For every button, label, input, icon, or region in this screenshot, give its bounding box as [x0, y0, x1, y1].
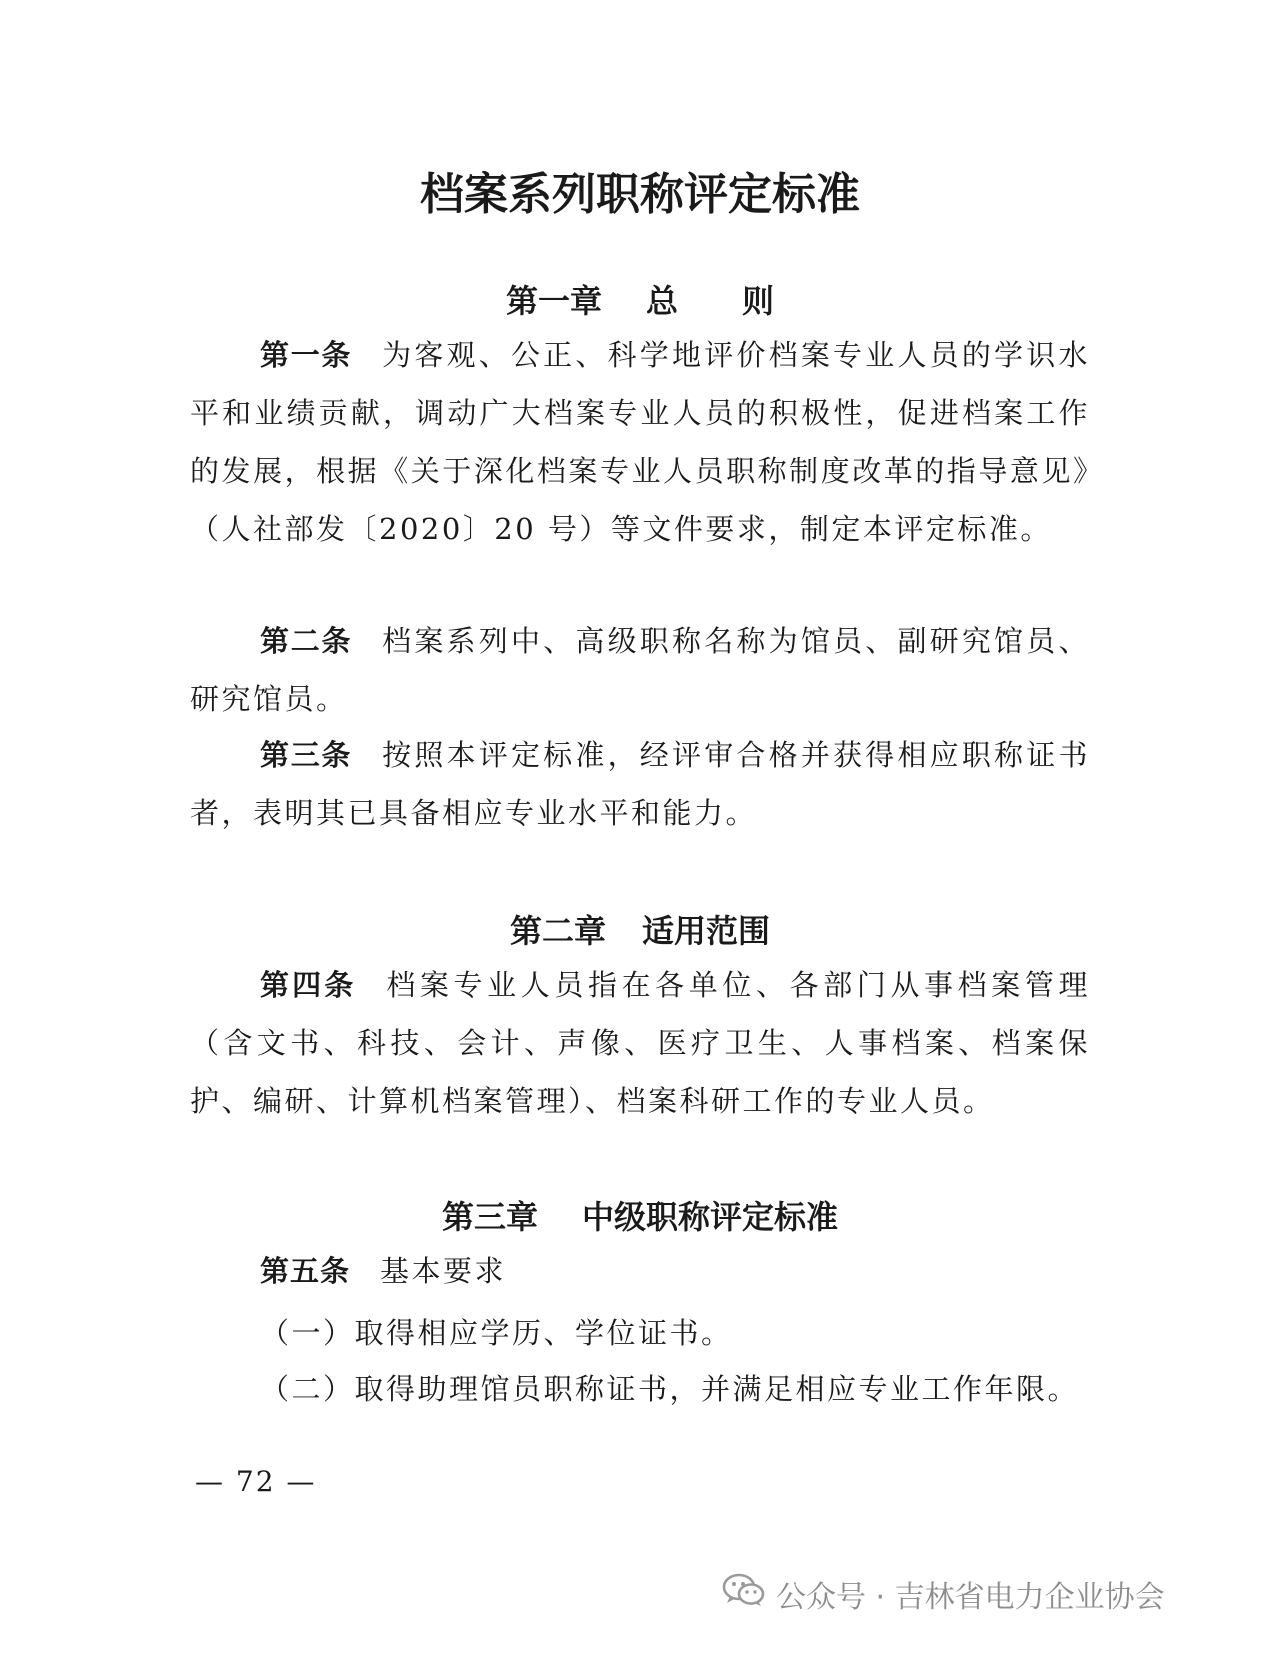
- article-text: 档案专业人员指在各单位、各部门从事档案管理（含文书、科技、会计、声像、医疗卫生、人事档案、档案保护、编研、计算机档案管理）、档案科研工作的专业人员。: [190, 968, 1090, 1118]
- article-paragraph: [190, 726, 1090, 842]
- wechat-icon: [722, 1572, 776, 1616]
- chapter-heading: [0, 906, 1280, 952]
- list-item: （二）取得助理馆员职称证书，并满足相应专业工作年限。: [260, 1372, 1080, 1406]
- chapter-number: 第一章: [505, 282, 602, 320]
- article-paragraph: [190, 956, 1090, 1130]
- article-text: 按照本评定标准，经评审合格并获得相应职称证书者，表明其已具备相应专业水平和能力。: [190, 738, 1090, 830]
- chapter-title: 中级职称评定标准: [582, 1198, 839, 1236]
- watermark-text: 公众号 · 吉林省电力企业协会: [776, 1580, 1165, 1615]
- chapter-number: 第二章: [509, 912, 606, 950]
- watermark: [722, 1572, 1165, 1616]
- page-number: — 72 —: [195, 1465, 317, 1498]
- article-label: 第三条: [260, 738, 353, 772]
- article-text: 为客观、公正、科学地评价档案专业人员的学识水平和业绩贡献，调动广大档案专业人员的积极性，促进档案工作的发展，根据《关于深化档案专业人员职称制度改革的指导意见》（人社部发〔2020〕20 号）等文件要求，制定本评定标准。: [190, 338, 1090, 546]
- article-paragraph: [190, 1242, 1090, 1300]
- article-paragraph: [190, 612, 1090, 728]
- article-label: 第五条: [260, 1254, 351, 1288]
- article-text: 基本要求: [380, 1254, 507, 1288]
- chapter-title: 适用范围: [642, 912, 771, 950]
- chapter-title: 总 则: [646, 282, 775, 320]
- article-paragraph: [190, 326, 1090, 558]
- chapter-heading: [0, 1192, 1280, 1238]
- article-label: 第一条: [260, 338, 353, 372]
- article-text: 档案系列中、高级职称名称为馆员、副研究馆员、研究馆员。: [190, 624, 1090, 716]
- document-title: 档案系列职称评定标准: [420, 169, 860, 220]
- article-label: 第四条: [260, 968, 357, 1002]
- chapter-number: 第三章: [441, 1198, 538, 1236]
- list-item: （一）取得相应学历、学位证书。: [260, 1316, 733, 1350]
- article-label: 第二条: [260, 624, 353, 658]
- chapter-heading: [0, 276, 1280, 322]
